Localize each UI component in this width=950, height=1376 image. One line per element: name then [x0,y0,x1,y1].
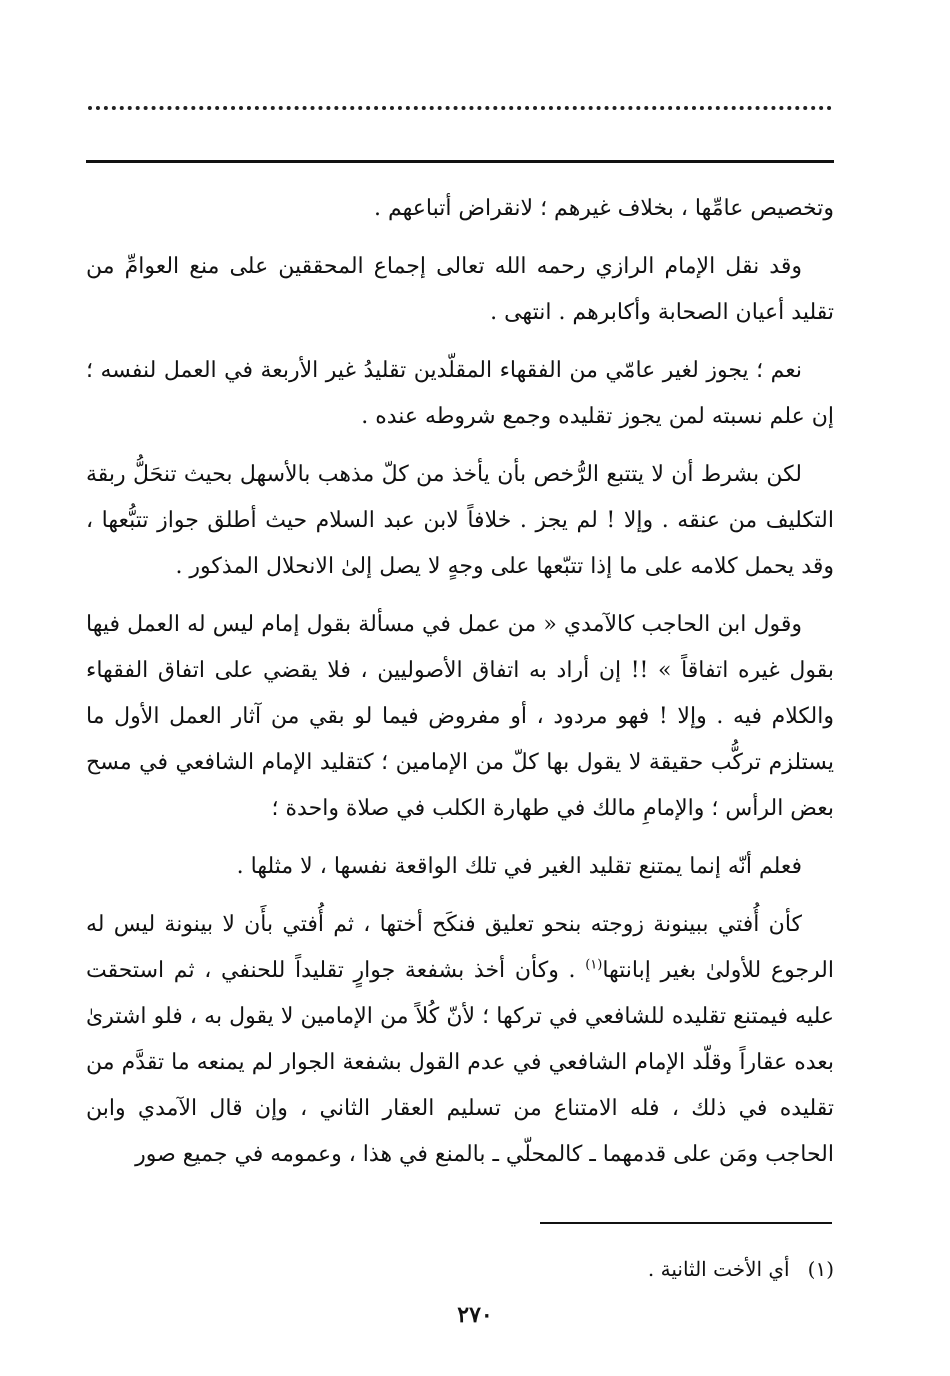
dotted-header-line [88,106,832,110]
header-rule [86,160,834,163]
footnote [86,1252,834,1286]
paragraph-2: وقد نقل الإمام الرازي رحمه الله تعالى إجماع المحققين على منع العوامِّ من تقليد أعيان الصحابة وأكابرهم . انتهى . [86,254,834,325]
paragraph-7-part-2: . وكأن أخذ بشفعة جوارٍ تقليداً للحنفي ، ثم استحقت عليه فيمتنع تقليده للشافعي في تركها ؛ لأنّ كُلاً من الإمامين لا يقول به ، فلو اشترىٰ بعده عقاراً وقلّد الإمام الشافعي في عدم القول بشفعة الجوار لم يمنعه ما تقدَّم من تقليده في ذلك ، فله الامتناع من تسليم العقار الثاني ، وإن قال الآمدي وابن الحاجب ومَن على قدمهما ـ كالمحلّي ـ بالمنع في هذا ، وعمومه في جميع صور [86,958,834,1167]
paragraph-4: لكن بشرط أن لا يتتبع الرُّخص بأن يأخذ من كلّ مذهب بالأسهل بحيث تنحَلُّ ربقة التكليف من عنقه . وإلا ! لم يجز . خلافاً لابن عبد السلام حيث أطلق جواز تتبُّعها ، وقد يحمل كلامه على ما إذا تتبّعها على وجهٍ لا يصل إلىٰ الانحلال المذكور . [86,462,834,579]
main-text [86,186,834,1190]
paragraph-7 [86,902,834,1178]
paragraph-5: وقول ابن الحاجب كالآمدي « من عمل في مسألة بقول إمام ليس له العمل فيها بقول غيره اتفاقاً » !! إن أراد به اتفاق الأصوليين ، فلا يقضي على اتفاق الفقهاء والكلام فيه . وإلا ! فهو مردود ، أو مفروض فيما لو بقي من آثار العمل الأول ما يستلزم تركُّب حقيقة لا يقول بها كلّ من الإمامين ؛ كتقليد الإمام الشافعي في مسح بعض الرأس ؛ والإمامِ مالك في طهارة الكلب في صلاة واحدة ؛ [86,612,834,821]
footnote-rule [540,1222,832,1224]
paragraph-6: فعلم أنّه إنما يمتنع تقليد الغير في تلك الواقعة نفسها ، لا مثلها . [236,854,802,879]
page-number: ٢٧٠ [457,1302,493,1328]
paragraph-7-part-1: كأن أُفتي ببينونة زوجته بنحو تعليق فنكَح أختها ، ثم أُفتي بأَن لا بينونة ليس له الرجوع للأولىٰ بغير إبانتها [86,912,834,983]
footnote-reference[interactable]: (١) [585,957,603,973]
footnote-text: أي الأخت الثانية . [647,1257,790,1281]
paragraph-1: وتخصيص عامِّها ، بخلاف غيرهم ؛ لانقراض أتباعهم . [373,196,834,221]
footnote-number: (١) [807,1257,834,1281]
paragraph-3: نعم ؛ يجوز لغير عامّي من الفقهاء المقلّدين تقليدُ غير الأربعة في العمل لنفسه ؛ إن علم نسبته لمن يجوز تقليده وجمع شروطه عنده . [86,358,834,429]
